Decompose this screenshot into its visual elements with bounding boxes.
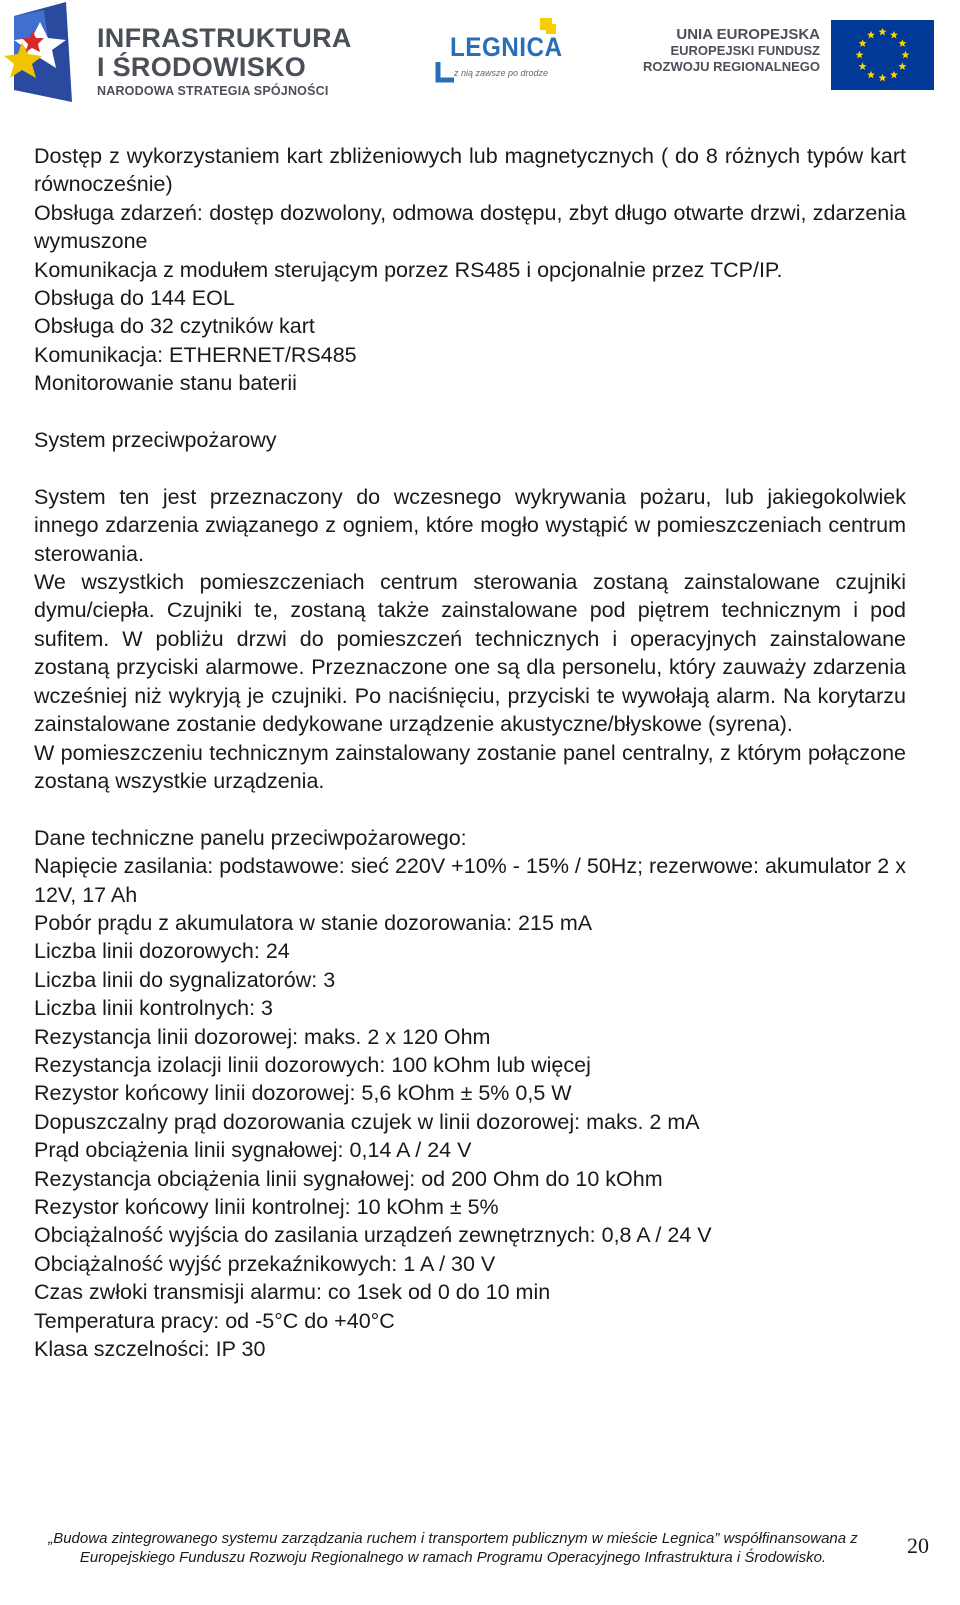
text-line: Komunikacja: ETHERNET/RS485 <box>34 342 357 367</box>
spec-line: Rezystancja obciążenia linii sygnałowej: od 200 Ohm do 10 kOhm <box>34 1166 663 1191</box>
text-line: Dostęp z wykorzystaniem kart zbliżeniowych lub magnetycznych ( do 8 różnych typów kart równocześnie) <box>34 144 906 197</box>
spec-line: Napięcie zasilania: podstawowe: sieć 220V +10% - 15% / 50Hz; rezerwowe: akumulator 2 x 12V, 17 Ah <box>34 854 906 907</box>
text-line: Monitorowanie stanu baterii <box>34 371 297 396</box>
access-control-features <box>34 142 906 398</box>
eu-star-icon <box>859 62 867 70</box>
spec-line: Rezystancja linii dozorowej: maks. 2 x 120 Ohm <box>34 1024 491 1049</box>
eu-star-icon <box>890 71 898 79</box>
text-line: Obsługa do 32 czytników kart <box>34 314 315 339</box>
infrastruktura-srodowisko-logo <box>0 0 352 110</box>
spec-line: Liczba linii do sygnalizatorów: 3 <box>34 967 336 992</box>
legnica-tagline: z nią zawsze po drodze <box>454 68 549 78</box>
eu-line1: UNIA EUROPEJSKA <box>676 26 820 43</box>
footer-line2: Europejskiego Funduszu Rozwoju Regionalnego w ramach Programu Operacyjnego Infrastruktura i Środowisko. <box>79 1549 827 1566</box>
eu-star-icon <box>898 62 906 70</box>
eu-star-icon <box>859 39 867 47</box>
ii-subtitle: NARODOWA STRATEGIA SPÓJNOŚCI <box>97 84 329 98</box>
spec-line: Liczba linii dozorowych: 24 <box>34 939 290 964</box>
eu-flag-icon <box>831 20 934 90</box>
eu-star-icon <box>902 51 910 59</box>
paragraph: W pomieszczeniu technicznym zainstalowany zostanie panel centralny, z którym połączone zostaną wszystkie urządzenia. <box>34 740 906 793</box>
legnica-name: LEGNICA <box>450 32 563 62</box>
spec-line: Prąd obciążenia linii sygnałowej: 0,14 A / 24 V <box>34 1138 472 1163</box>
spec-line: Czas zwłoki transmisji alarmu: co 1sek od 0 do 10 min <box>34 1280 551 1305</box>
footer-line1: „Budowa zintegrowanego systemu zarządzania ruchem i transportem publicznym w mieście Legnica” współfinansowana z <box>48 1530 858 1547</box>
spec-line: Rezystor końcowy linii dozorowej: 5,6 kOhm ± 5% 0,5 W <box>34 1081 572 1106</box>
ii-title-line2: I ŚRODOWISKO <box>97 52 307 82</box>
eu-star-icon <box>856 51 864 59</box>
spec-line: Obciążalność wyjść przekaźnikowych: 1 A / 30 V <box>34 1251 496 1276</box>
eu-star-icon <box>890 31 898 39</box>
text-line: Obsługa zdarzeń: dostęp dozwolony, odmowa dostępu, zbyt długo otwarte drzwi, zdarzenia wymuszone <box>34 200 906 254</box>
footer-funding-note <box>8 1529 898 1567</box>
paragraph: We wszystkich pomieszczeniach centrum sterowania zostaną zainstalowane czujniki dymu/ciepła. Czujniki te, zostaną także zainstalowane pod piętrem technicznym i pod sufitem. W pobliżu drzwi do pomieszczeń technicznych i operacyjnych zainstalowane zostaną przyciski alarmowe. Przeznaczone one są dla personelu, który zauważy zdarzenia wcześniej niż wykryją je czujniki. Po naciśnięciu, przyciski te wywołają alarm. Na korytarzu zainstalowane zostanie dedykowane urządzenie akustyczne/błyskowe (syrena). <box>34 570 906 737</box>
spec-line: Pobór prądu z akumulatora w stanie dozorowania: 215 mA <box>34 910 593 935</box>
eu-line2: EUROPEJSKI FUNDUSZ <box>670 43 820 58</box>
eu-star-icon <box>898 39 906 47</box>
paragraph: System ten jest przeznaczony do wczesnego wykrywania pożaru, lub jakiegokolwiek innego zdarzenia związanego z ogniem, które mogło wystąpić w pomieszczeniach centrum sterowania. <box>34 484 906 566</box>
spec-line: Obciążalność wyjścia do zasilania urządzeń zewnętrznych: 0,8 A / 24 V <box>34 1223 712 1248</box>
text-line: Obsługa do 144 EOL <box>34 286 235 311</box>
spec-line: Temperatura pracy: od -5°C do +40°C <box>34 1308 395 1333</box>
eu-star-icon <box>867 31 875 39</box>
eu-star-icon <box>879 74 887 82</box>
text-line: Komunikacja z modułem sterującym porzez RS485 i opcjonalnie przez TCP/IP. <box>34 257 783 282</box>
eu-star-icon <box>867 71 875 79</box>
legnica-logo <box>432 14 572 94</box>
spec-line: Dopuszczalny prąd dozorowania czujek w linii dozorowej: maks. 2 mA <box>34 1109 700 1134</box>
eu-star-icon <box>879 28 887 36</box>
spec-line: Rezystancja izolacji linii dozorowych: 100 kOhm lub więcej <box>34 1052 591 1077</box>
eu-line3: ROZWOJU REGIONALNEGO <box>643 59 820 74</box>
ii-emblem-icon <box>4 2 90 106</box>
page-number: 20 <box>907 1533 929 1558</box>
ii-title-line1: INFRASTRUKTURA <box>97 23 352 53</box>
specs-list <box>34 909 906 1364</box>
specs-heading: Dane techniczne panelu przeciwpożarowego: <box>34 825 467 850</box>
eu-fund-label <box>640 26 820 75</box>
spec-line: Liczba linii kontrolnych: 3 <box>34 996 274 1021</box>
page-footer <box>0 1527 960 1587</box>
document-body <box>34 142 906 1363</box>
page-header <box>0 0 960 115</box>
spec-line: Klasa szczelności: IP 30 <box>34 1337 266 1362</box>
spec-line: Rezystor końcowy linii kontrolnej: 10 kOhm ± 5% <box>34 1194 499 1219</box>
section-heading-fire-system: System przeciwpożarowy <box>34 428 277 453</box>
